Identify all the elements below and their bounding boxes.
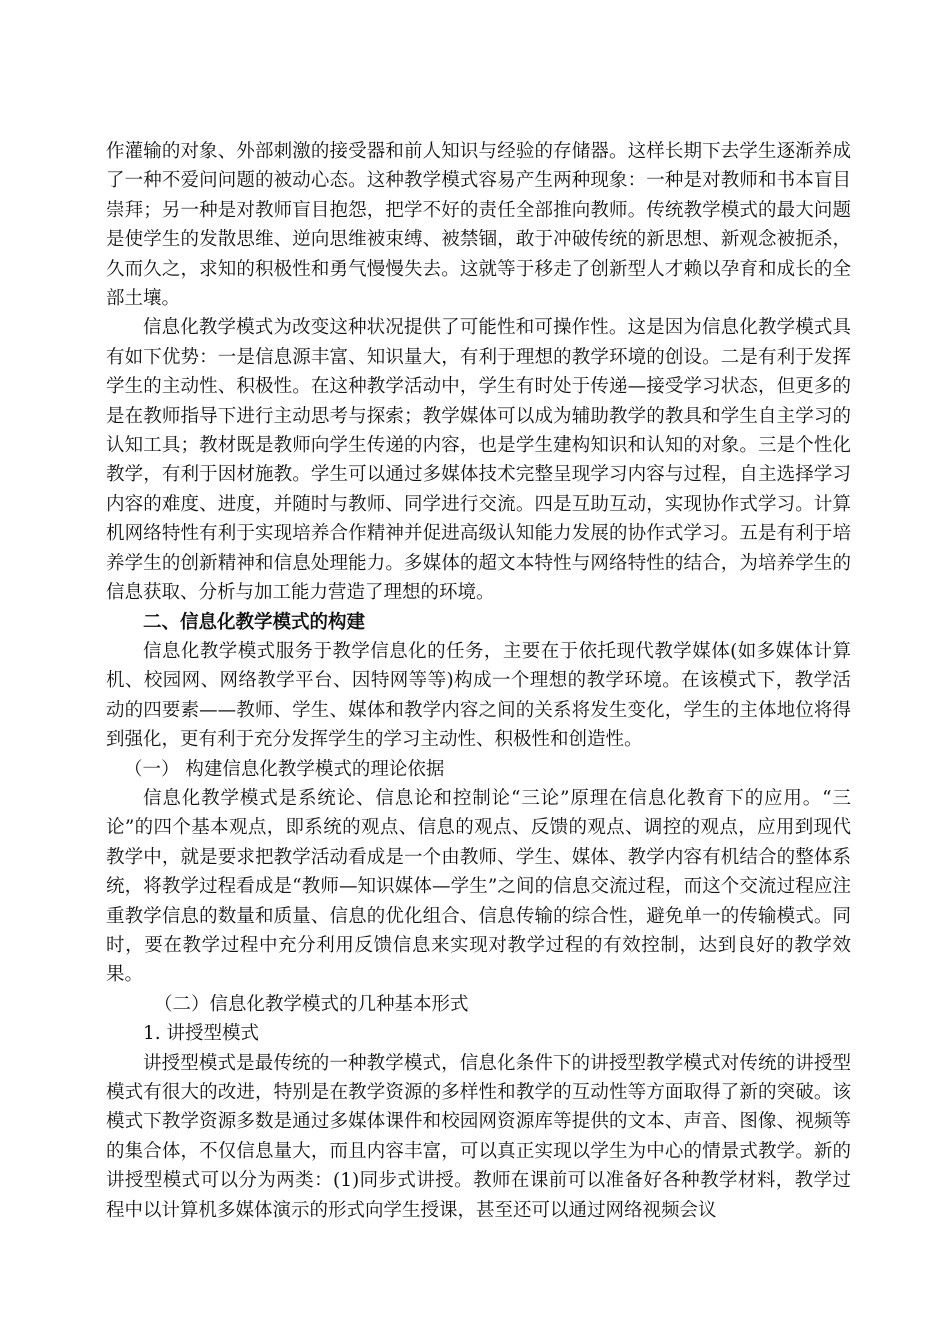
item-heading-lecture: 1. 讲授型模式 bbox=[143, 1023, 260, 1045]
paragraph-construction: 信息化教学模式服务于教学信息化的任务，主要在于依托现代教学媒体(如多媒体计算机、校园网、网络教学平台、因特网等等)构成一个理想的教学环境。在该模式下，教学活动的四要素——教师、学生、媒体和教学内容之间的关系将发生变化，学生的主体地位将得到强化，更有利于充分发挥学生的学习主动性、积极性和创造性。 bbox=[106, 640, 851, 751]
paragraph-continued: 作灌输的对象、外部刺激的接受器和前人知识与经验的存储器。这样长期下去学生逐渐养成了一种不爱问问题的被动心态。这种教学模式容易产生两种现象：一种是对教师和书本盲目崇拜；另一种是对教师盲目抱怨，把学不好的责任全部推向教师。传统教学模式的最大问题是使学生的发散思维、逆向思维被束缚、被禁锢，敢于冲破传统的新思想、新观念被扼杀，久而久之，求知的积极性和勇气慢慢失去。这就等于移走了创新型人才赖以孕育和成长的全部土壤。 bbox=[106, 141, 851, 310]
section-heading: 二、信息化教学模式的构建 bbox=[143, 611, 366, 633]
document-page bbox=[106, 137, 851, 1225]
subheading-theory: （一） 构建信息化教学模式的理论依据 bbox=[124, 758, 445, 780]
paragraph-lecture: 讲授型模式是最传统的一种教学模式，信息化条件下的讲授型教学模式对传统的讲授型模式有很大的改进，特别是在教学资源的多样性和教学的互动性等方面取得了新的突破。该模式下教学资源多数是通过多媒体课件和校园网资源库等提供的文本、声音、图像、视频等的集合体，不仅信息量大，而且内容丰富，可以真正实现以学生为中心的情景式教学。新的讲授型模式可以分为两类：(1)同步式讲授。教师在课前可以准备好各种教学材料，教学过程中以计算机多媒体演示的形式向学生授课，甚至还可以通过网络视频会议 bbox=[106, 1052, 851, 1221]
paragraph-advantages: 信息化教学模式为改变这种状况提供了可能性和可操作性。这是因为信息化教学模式具有如下优势：一是信息源丰富、知识量大，有利于理想的教学环境的创设。二是有利于发挥学生的主动性、积极性。在这种教学活动中，学生有时处于传递—接受学习状态，但更多的是在教师指导下进行主动思考与探索；教学媒体可以成为辅助教学的教具和学生自主学习的认知工具；教材既是教师向学生传递的内容，也是学生建构知识和认知的对象。三是个性化教学，有利于因材施教。学生可以通过多媒体技术完整呈现学习内容与过程，自主选择学习内容的难度、进度，并随时与教师、同学进行交流。四是互助互动，实现协作式学习。计算机网络特性有利于实现培养合作精神并促进高级认知能力发展的协作式学习。五是有利于培养学生的创新精神和信息处理能力。多媒体的超文本特性与网络特性的结合，为培养学生的信息获取、分析与加工能力营造了理想的环境。 bbox=[106, 317, 851, 604]
paragraph-theory: 信息化教学模式是系统论、信息论和控制论“三论”原理在信息化教育下的应用。“三论”的四个基本观点，即系统的观点、信息的观点、反馈的观点、调控的观点，应用到现代教学中，就是要求把教学活动看成是一个由教师、学生、媒体、教学内容有机结合的整体系统，将教学过程看成是“教师—知识媒体—学生”之间的信息交流过程，而这个交流过程应注重教学信息的数量和质量、信息的优化组合、信息传输的综合性，避免单一的传输模式。同时，要在教学过程中充分利用反馈信息来实现对教学过程的有效控制，达到良好的教学效果。 bbox=[106, 787, 851, 986]
subheading-forms: （二）信息化教学模式的几种基本形式 bbox=[154, 993, 469, 1015]
